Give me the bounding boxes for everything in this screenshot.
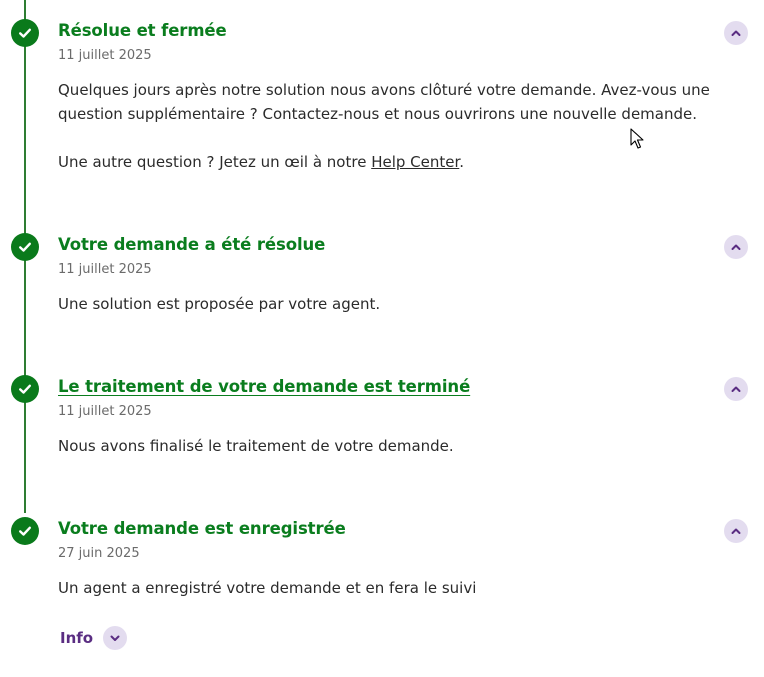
check-icon [11,375,39,403]
check-icon [11,517,39,545]
chevron-up-icon [730,525,742,537]
collapse-button[interactable] [724,21,748,45]
expand-button[interactable] [103,626,127,650]
help-center-prefix: Une autre question ? Jetez un œil à notre [58,153,372,171]
help-center-suffix: . [459,153,465,171]
step-description: Une solution est proposée par votre agent. [58,295,381,313]
step-description: Nous avons finalisé le traitement de votre demande. [58,437,454,455]
check-icon [11,233,39,261]
mouse-cursor-icon [630,128,644,150]
step-date: 27 juin 2025 [58,546,140,561]
collapse-button[interactable] [724,235,748,259]
info-toggle[interactable] [60,626,127,650]
info-label: Info [60,629,94,647]
check-icon [11,19,39,47]
chevron-up-icon [730,241,742,253]
collapse-button[interactable] [724,519,748,543]
step-title-link[interactable]: Le traitement de votre demande est terminé [58,377,471,396]
step-date: 11 juillet 2025 [58,262,152,277]
chevron-up-icon [730,383,742,395]
step-date: 11 juillet 2025 [58,404,152,419]
step-title: Résolue et fermée [58,21,227,40]
step-description: Quelques jours après notre solution nous avons clôturé votre demande. Avez-vous une question supplémentaire ? Contactez-nous et nous ouvrirons une nouvelle demande. [58,81,710,123]
step-title: Votre demande a été résolue [58,235,326,254]
step-description: Un agent a enregistré votre demande et en fera le suivi [58,579,477,597]
help-center-link[interactable]: Help Center [371,153,460,171]
step-title: Votre demande est enregistrée [58,519,346,538]
collapse-button[interactable] [724,377,748,401]
help-center-text [58,150,728,174]
step-date: 11 juillet 2025 [58,48,152,63]
chevron-down-icon [109,632,121,644]
chevron-up-icon [730,27,742,39]
